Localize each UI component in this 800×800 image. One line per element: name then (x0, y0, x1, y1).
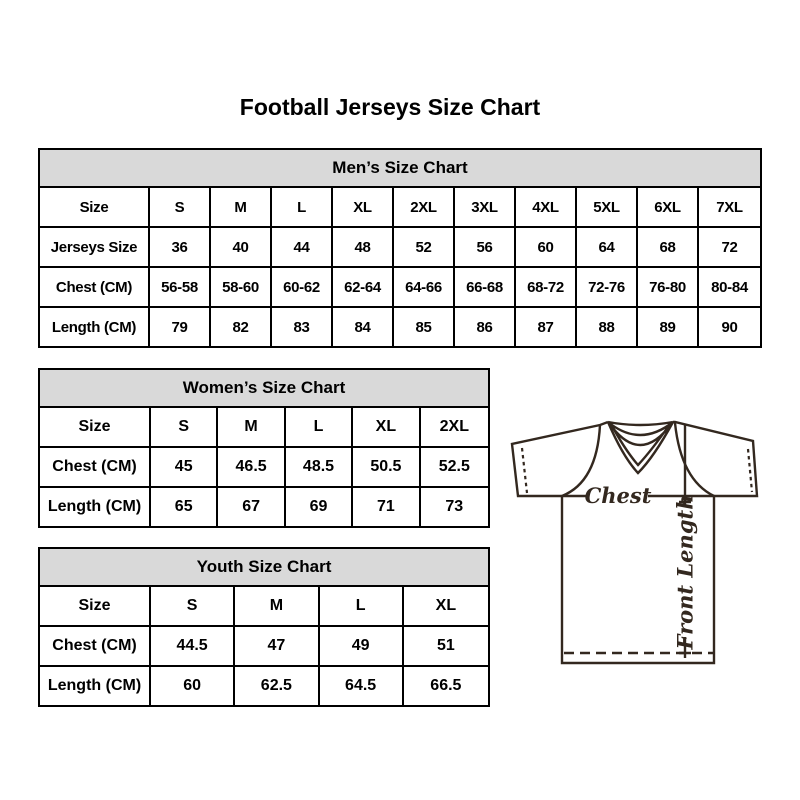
value-cell: 67 (218, 488, 285, 526)
value-cell: 2XL (439, 418, 469, 435)
value-cell: S (151, 408, 218, 446)
value-cell: 44 (272, 228, 333, 266)
value-cell: 47 (235, 627, 319, 665)
value-cell: 6XL (638, 188, 699, 226)
value-cell: 5XL (577, 188, 638, 226)
value-cell: 79 (150, 308, 211, 346)
table-row (40, 587, 488, 627)
mens-size-table (38, 148, 762, 348)
value-cell: 66-68 (455, 268, 516, 306)
value-cell: 52.5 (438, 458, 470, 475)
value-cell: 76-80 (638, 268, 699, 306)
value-cell: 88 (577, 308, 638, 346)
value-cell: 62.5 (235, 667, 319, 705)
row-label-cell: Length (CM) (40, 667, 151, 705)
row-label-cell: Chest (CM) (40, 448, 151, 486)
value-cell: 4XL (516, 188, 577, 226)
value-cell: XL (435, 597, 457, 614)
value-cell: 66.5 (430, 677, 462, 694)
youth-size-table (38, 547, 490, 707)
table-row (40, 268, 760, 308)
table-row (40, 188, 760, 228)
value-cell: M (235, 587, 319, 625)
value-cell: L (286, 408, 353, 446)
row-label-cell: Length (CM) (40, 488, 151, 526)
value-cell: 45 (151, 448, 218, 486)
value-cell: 58-60 (211, 268, 272, 306)
right-cuff-stitch-dashes (748, 449, 752, 492)
value-cell: S (150, 188, 211, 226)
table-row (40, 627, 488, 667)
row-label-cell: Chest (CM) (40, 268, 150, 306)
table-row (40, 408, 488, 448)
row-label-cell: Size (40, 188, 150, 226)
value-cell: 68-72 (516, 268, 577, 306)
value-cell: 90 (721, 318, 738, 336)
page-title: Football Jerseys Size Chart (239, 94, 541, 120)
value-cell: 49 (320, 627, 404, 665)
value-cell: 64.5 (320, 667, 404, 705)
value-cell: 62-64 (333, 268, 394, 306)
table-title: Men’s Size Chart (40, 150, 760, 188)
value-cell: S (151, 587, 235, 625)
table-row (40, 448, 488, 488)
chest-label: Chest (584, 483, 652, 508)
table-row (40, 488, 488, 526)
row-label-cell: Chest (CM) (40, 627, 151, 665)
womens-size-table (38, 368, 490, 528)
row-label-cell: Size (40, 587, 151, 625)
value-cell: 64 (577, 228, 638, 266)
row-label-cell: Jerseys Size (40, 228, 150, 266)
value-cell: 73 (445, 498, 464, 515)
jersey-collar-outline (608, 422, 673, 473)
value-cell: 48 (333, 228, 394, 266)
value-cell: 84 (333, 308, 394, 346)
value-cell: 72-76 (577, 268, 638, 306)
value-cell: 40 (211, 228, 272, 266)
value-cell: 51 (436, 637, 455, 654)
value-cell: 48.5 (286, 448, 353, 486)
value-cell: 82 (211, 308, 272, 346)
value-cell: XL (353, 408, 420, 446)
value-cell: 50.5 (353, 448, 420, 486)
value-cell: 86 (455, 308, 516, 346)
value-cell: 60 (151, 667, 235, 705)
table-title: Youth Size Chart (40, 549, 488, 587)
value-cell: 68 (638, 228, 699, 266)
value-cell: 36 (150, 228, 211, 266)
value-cell: 56-58 (150, 268, 211, 306)
value-cell: 60-62 (272, 268, 333, 306)
value-cell: 71 (353, 488, 420, 526)
value-cell: 46.5 (218, 448, 285, 486)
value-cell: 7XL (716, 198, 743, 216)
value-cell: 87 (516, 308, 577, 346)
value-cell: 65 (151, 488, 218, 526)
value-cell: 85 (394, 308, 455, 346)
value-cell: 89 (638, 308, 699, 346)
value-cell: 64-66 (394, 268, 455, 306)
table-row (40, 667, 488, 705)
value-cell: 60 (516, 228, 577, 266)
value-cell: 69 (286, 488, 353, 526)
table-row (40, 228, 760, 268)
table-title: Women’s Size Chart (40, 370, 488, 408)
value-cell: 3XL (455, 188, 516, 226)
jersey-right-armhole-seam (675, 423, 714, 496)
value-cell: L (320, 587, 404, 625)
value-cell: 2XL (394, 188, 455, 226)
value-cell: 80-84 (711, 278, 748, 296)
front-length-label: Front Length (672, 494, 698, 650)
value-cell: M (211, 188, 272, 226)
row-label-cell: Length (CM) (40, 308, 150, 346)
jersey-diagram-group (512, 422, 757, 663)
value-cell: XL (333, 188, 394, 226)
value-cell: 52 (394, 228, 455, 266)
row-label-cell: Size (40, 408, 151, 446)
value-cell: 83 (272, 308, 333, 346)
value-cell: 56 (455, 228, 516, 266)
table-row (40, 308, 760, 346)
value-cell: 72 (721, 238, 738, 256)
value-cell: M (218, 408, 285, 446)
value-cell: L (272, 188, 333, 226)
left-cuff-stitch-dashes (522, 448, 527, 493)
value-cell: 44.5 (151, 627, 235, 665)
jersey-size-diagram (505, 410, 767, 666)
